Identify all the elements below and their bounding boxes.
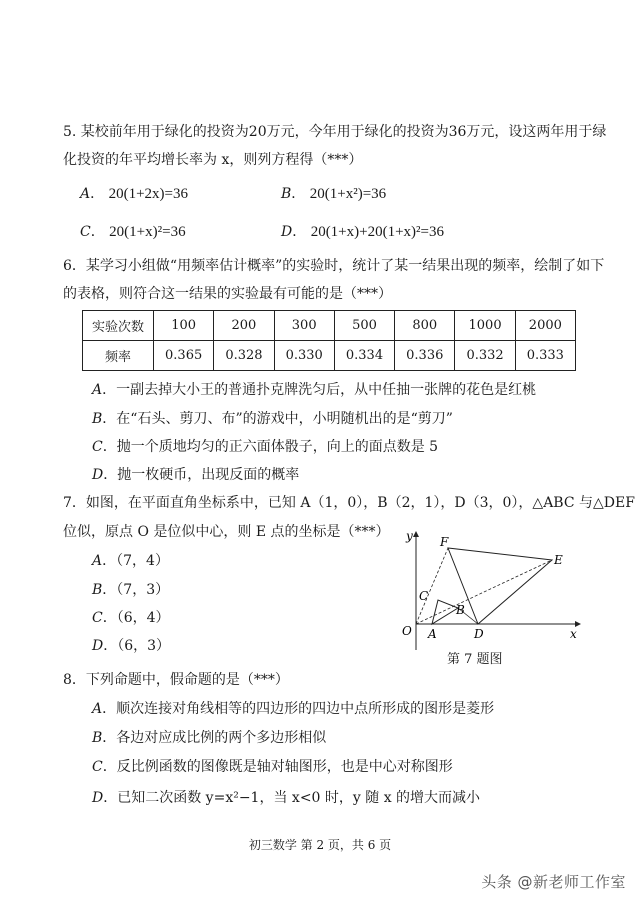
q8-option-b-label: B <box>92 730 103 746</box>
q5-option-d-label: D <box>281 224 293 240</box>
table-cell: 800 <box>395 311 455 341</box>
q5-option-d-text: 20(1+x)+20(1+x)²=36 <box>310 224 445 240</box>
q5-stem-line1: 5. 某校前年用于绿化的投资为20万元，今年用于绿化的投资为36万元，设这两年用于绿 <box>63 124 607 140</box>
table-row <box>83 311 576 341</box>
q5-option-a-label: A <box>80 186 91 202</box>
q6-option-a-text: ．一副去掉大小王的普通扑克牌洗匀后，从中任抽一张牌的花色是红桃 <box>102 382 537 398</box>
table-cell: 500 <box>334 311 394 341</box>
table-header-frequency: 频率 <box>83 341 154 371</box>
table-row <box>83 341 576 371</box>
label-d: D <box>474 627 484 641</box>
q6-option-c <box>92 437 438 457</box>
q7-option-c-label: C <box>92 610 103 626</box>
dashed-line-oe <box>416 560 552 624</box>
triangle-abc <box>432 600 458 624</box>
q8-option-b-text: ．各边对应成比例的两个多边形相似 <box>102 730 327 746</box>
q7-option-b-text: ．（7，3） <box>102 582 170 598</box>
q6-option-d <box>92 465 299 485</box>
label-f: F <box>440 535 449 549</box>
q7-option-a-text: ．（7，4） <box>102 553 169 569</box>
page-footer: 初三数学 第 2 页，共 6 页 <box>248 838 392 852</box>
q5-stem-line2: 化投资的年平均增长率为 x，则列方程得（***） <box>63 152 363 168</box>
table-cell: 0.336 <box>395 341 455 371</box>
table-cell: 200 <box>214 311 274 341</box>
q6-option-c-text: ．抛一个质地均匀的正六面体骰子，向上的面点数是 5 <box>102 439 439 455</box>
q5-option-a-text: 20(1+2x)=36 <box>108 186 188 202</box>
q5-option-c: C． 20(1+x)²=36 <box>80 224 186 240</box>
table-header-trials: 实验次数 <box>83 311 154 341</box>
label-c: C <box>419 589 429 603</box>
label-b: B <box>456 603 465 617</box>
table-cell: 0.333 <box>515 341 575 371</box>
table-cell: 2000 <box>515 311 575 341</box>
q8-option-c <box>92 757 453 777</box>
label-o: O <box>402 624 412 638</box>
table-cell: 100 <box>154 311 214 341</box>
q7-option-c-text: ．（6，4） <box>102 610 170 626</box>
figure-caption: 第 7 题图 <box>447 652 503 667</box>
table-cell: 300 <box>274 311 334 341</box>
q7-stem-line2: 位似，原点 O 是位似中心，则 E 点的坐标是（***） <box>63 524 390 540</box>
q7-option-b <box>92 580 169 600</box>
table-cell: 0.365 <box>154 341 214 371</box>
q5-option-b-text: 20(1+x²)=36 <box>309 186 387 202</box>
q6-option-a <box>92 380 536 400</box>
q7-option-d-label: D <box>92 638 104 654</box>
table-cell: 0.332 <box>455 341 515 371</box>
q8-stem-line1: 8．下列命题中，假命题的是（***） <box>63 672 289 688</box>
q8-option-c-text: ．反比例函数的图像既是轴对轴图形，也是中心对称图形 <box>102 759 453 775</box>
q8-option-d-label: D <box>92 790 104 806</box>
q6-option-d-text: ．抛一枚硬币，出现反面的概率 <box>103 467 300 483</box>
q7-option-a <box>92 551 169 571</box>
table-cell: 0.330 <box>274 341 334 371</box>
q6-stem-line1: 6．某学习小组做“用频率估计概率”的实验时，统计了某一结果出现的频率，绘制了如下 <box>63 258 605 274</box>
q6-option-b-text: ．在“石头、剪刀、布”的游戏中，小明随机出的是“剪刀” <box>102 411 453 427</box>
q8-option-d-text: ．已知二次函数 y=x²−1，当 x<0 时，y 随 x 的增大而减小 <box>103 790 481 806</box>
label-x: x <box>570 627 577 641</box>
q5-option-c-text: 20(1+x)²=36 <box>109 224 186 240</box>
q8-option-a-text: ．顺次连接对角线相等的四边形的四边中点所形成的图形是菱形 <box>102 701 495 717</box>
table-cell: 1000 <box>455 311 515 341</box>
label-a: A <box>428 627 437 641</box>
q7-option-b-label: B <box>92 582 103 598</box>
q5-option-a: A． 20(1+2x)=36 <box>80 186 188 202</box>
q5-option-c-label: C <box>80 224 91 240</box>
q6-stem-line2: 的表格，则符合这一结果的实验最有可能的是（***） <box>63 286 392 302</box>
dashed-line-of <box>416 548 448 624</box>
q7-option-d <box>92 636 170 656</box>
q6-option-c-label: C <box>92 439 103 455</box>
q7-option-d-text: ．（6，3） <box>103 638 171 654</box>
q7-stem-line1: 7．如图，在平面直角坐标系中，已知 A（1，0），B（2，1），D（3，0），△ABC 与△DEF <box>63 495 635 511</box>
q5-option-d: D． 20(1+x)+20(1+x)²=36 <box>281 224 445 240</box>
q5-option-b-label: B <box>281 186 292 202</box>
q6-option-a-label: A <box>92 382 103 398</box>
q7-option-a-label: A <box>92 553 103 569</box>
q8-option-b <box>92 728 326 748</box>
table-cell: 0.328 <box>214 341 274 371</box>
q7-option-c <box>92 608 170 628</box>
q8-option-d <box>92 788 480 808</box>
label-y: y <box>406 529 413 543</box>
q7-coordinate-figure <box>398 528 588 653</box>
q8-option-a <box>92 699 494 719</box>
q8-option-c-label: C <box>92 759 103 775</box>
q8-option-a-label: A <box>92 701 103 717</box>
q6-option-b <box>92 409 453 429</box>
q5-option-b: B． 20(1+x²)=36 <box>281 186 387 202</box>
watermark: 头条 @新老师工作室 <box>481 873 626 891</box>
table-cell: 0.334 <box>334 341 394 371</box>
q6-option-b-label: B <box>92 411 103 427</box>
label-e: E <box>554 553 563 567</box>
q6-option-d-label: D <box>92 467 104 483</box>
frequency-table <box>82 310 576 371</box>
